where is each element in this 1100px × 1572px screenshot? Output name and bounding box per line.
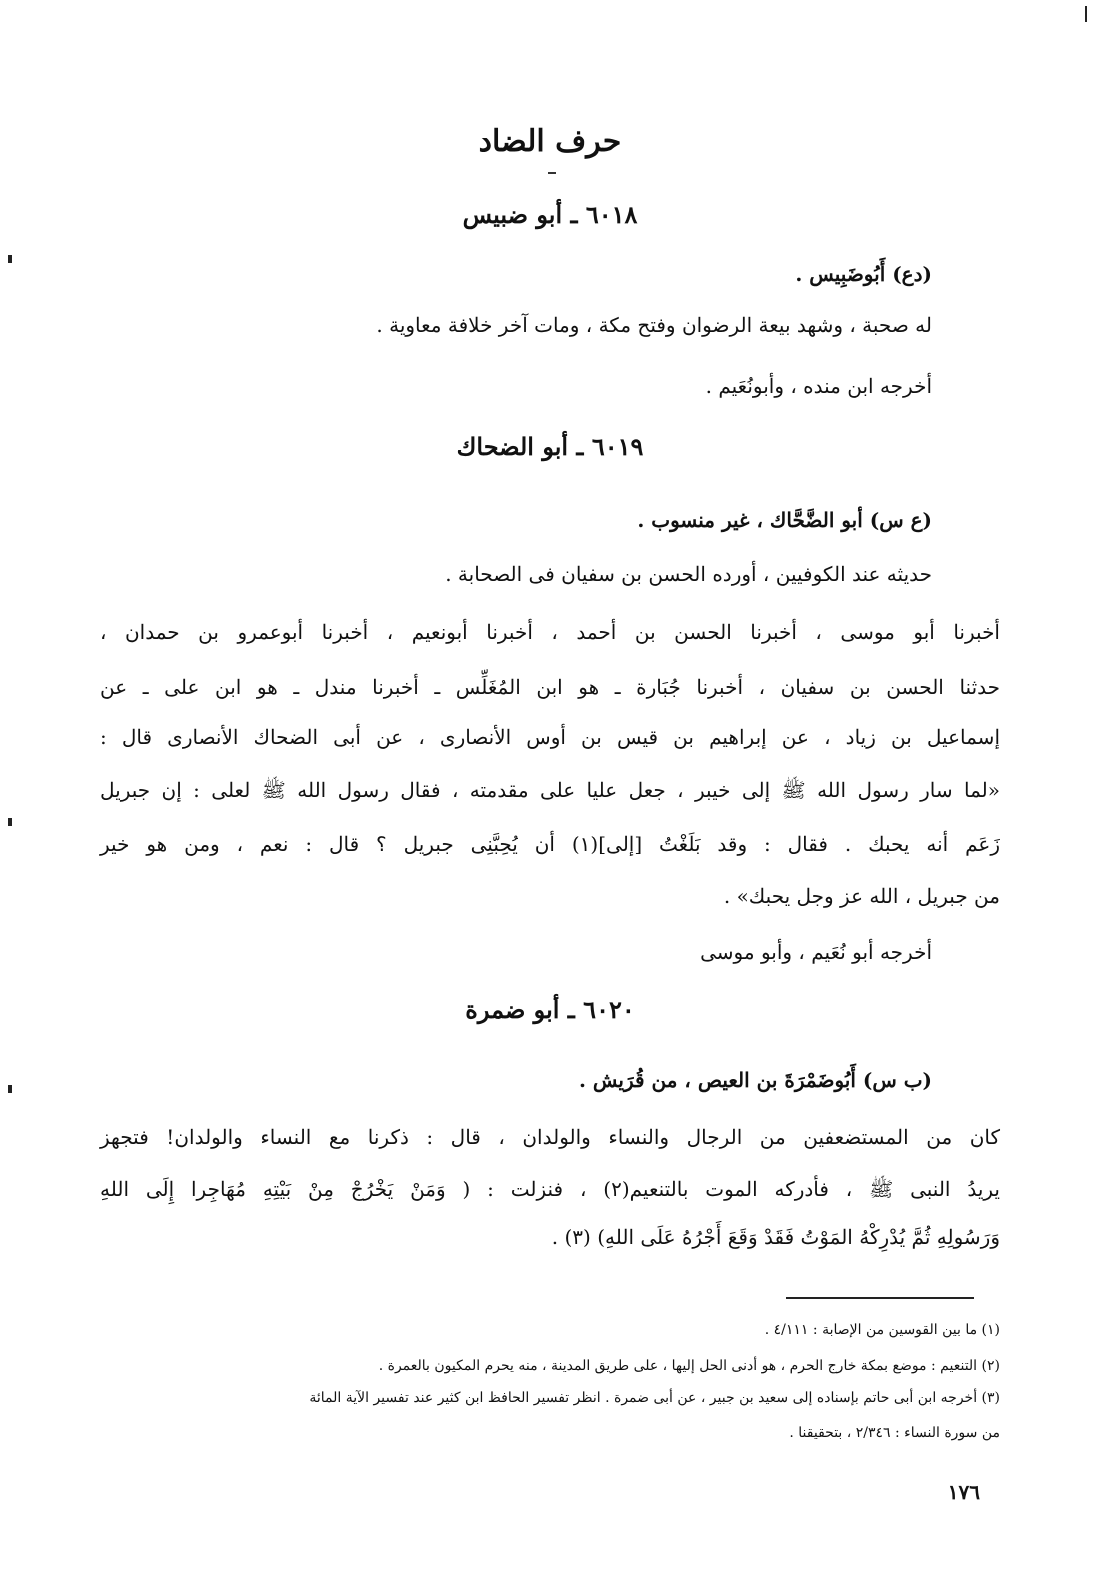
footnote: (١) ما بين القوسين من الإصابة : ٤/١١١ . [764, 1322, 1000, 1338]
paragraph-line: «لما سار رسول الله ﷺ إلى خيبر ، جعل عليا على مقدمته ، فقال رسول الله ﷺ لعلى : إن جبريل [100, 778, 1000, 802]
entry-heading: ٦٠٢٠ ـ أبو ضمرة [465, 995, 635, 1024]
entry-line: (دع) أَبُوضَبِيس . [795, 262, 932, 286]
entry-line: حديثه عند الكوفيين ، أورده الحسن بن سفيان فى الصحابة . [445, 562, 932, 586]
scan-mark-left-2 [8, 818, 12, 826]
entry-heading: ٦٠١٨ ـ أبو ضبيس [462, 200, 638, 229]
page-number: ١٧٦ [947, 1480, 980, 1504]
footnote-rule [786, 1297, 974, 1299]
paragraph-line: كان من المستضعفين من الرجال والنساء والولدان ، قال : ذكرنا مع النساء والولدان! فتجهز [100, 1125, 1000, 1149]
paragraph-line: أخبرنا أبو موسى ، أخبرنا الحسن بن أحمد ، أخبرنا أبونعيم ، أخبرنا أبوعمرو بن حمدان ، [100, 620, 1000, 644]
entry-line: له صحبة ، وشهد بيعة الرضوان وفتح مكة ، ومات آخر خلافة معاوية . [376, 313, 932, 337]
entry-line: (ب س) أَبُوضَمْرَةَ بن العيص ، من قُرَيش . [578, 1068, 932, 1092]
footnote: (٣) أخرجه ابن أبى حاتم بإسناده إلى سعيد بن جبير ، عن أبى ضمرة . انظر تفسير الحافظ ابن كثير عند تفسير الآية المائة [309, 1390, 1000, 1406]
paragraph-line: من جبريل ، الله عز وجل يحبك» . [723, 884, 1000, 908]
entry-line: أخرجه أبو نُعَيم ، وأبو موسى [700, 940, 932, 964]
scan-dash [548, 172, 556, 174]
chapter-title: حرف الضاد [478, 124, 622, 159]
paragraph-line: يريدُ النبى ﷺ ، فأدركه الموت بالتنعيم(٢) ، فنزلت : ( وَمَنْ يَخْرُجْ مِنْ بَيْتِهِ مُهَاجِرا إِلَى اللهِ [100, 1177, 1001, 1201]
entry-line: (ع س) أبو الضَّحَّاك ، غير منسوب . [637, 508, 932, 532]
entry-heading: ٦٠١٩ ـ أبو الضحاك [456, 432, 644, 461]
scan-mark-left-1 [8, 255, 12, 263]
paragraph-line: وَرَسُولِهِ ثُمَّ يُدْرِكْهُ المَوْتُ فَقَدْ وَقَعَ أَجْرُهُ عَلَى اللهِ) (٣) . [551, 1225, 1000, 1249]
scan-mark-top-right [1085, 6, 1087, 22]
scan-mark-left-3 [8, 1085, 12, 1093]
footnote: (٢) التنعيم : موضع بمكة خارج الحرم ، هو أدنى الحل إليها ، على طريق المدينة ، منه يحرم المكيون بالعمرة . [378, 1358, 1000, 1374]
footnote: من سورة النساء : ٢/٣٤٦ ، بتحقيقنا . [789, 1425, 1000, 1441]
paragraph-line: حدثنا الحسن بن سفيان ، أخبرنا جُبَارة ـ هو ابن المُغَلِّس ـ أخبرنا مندل ـ هو ابن على ـ عن [100, 675, 1000, 699]
paragraph-line: زَعَم أنه يحبك . فقال : وقد بَلَغْتُ [إلى](١) أن يُحِبَّنِى جبريل ؟ قال : نعم ، ومن هو خير [100, 832, 1000, 856]
paragraph-line: إسماعيل بن زياد ، عن إبراهيم بن قيس بن أوس الأنصارى ، عن أبى الضحاك الأنصارى قال : [100, 725, 1000, 749]
entry-line: أخرجه ابن منده ، وأبونُعَيم . [705, 374, 932, 398]
